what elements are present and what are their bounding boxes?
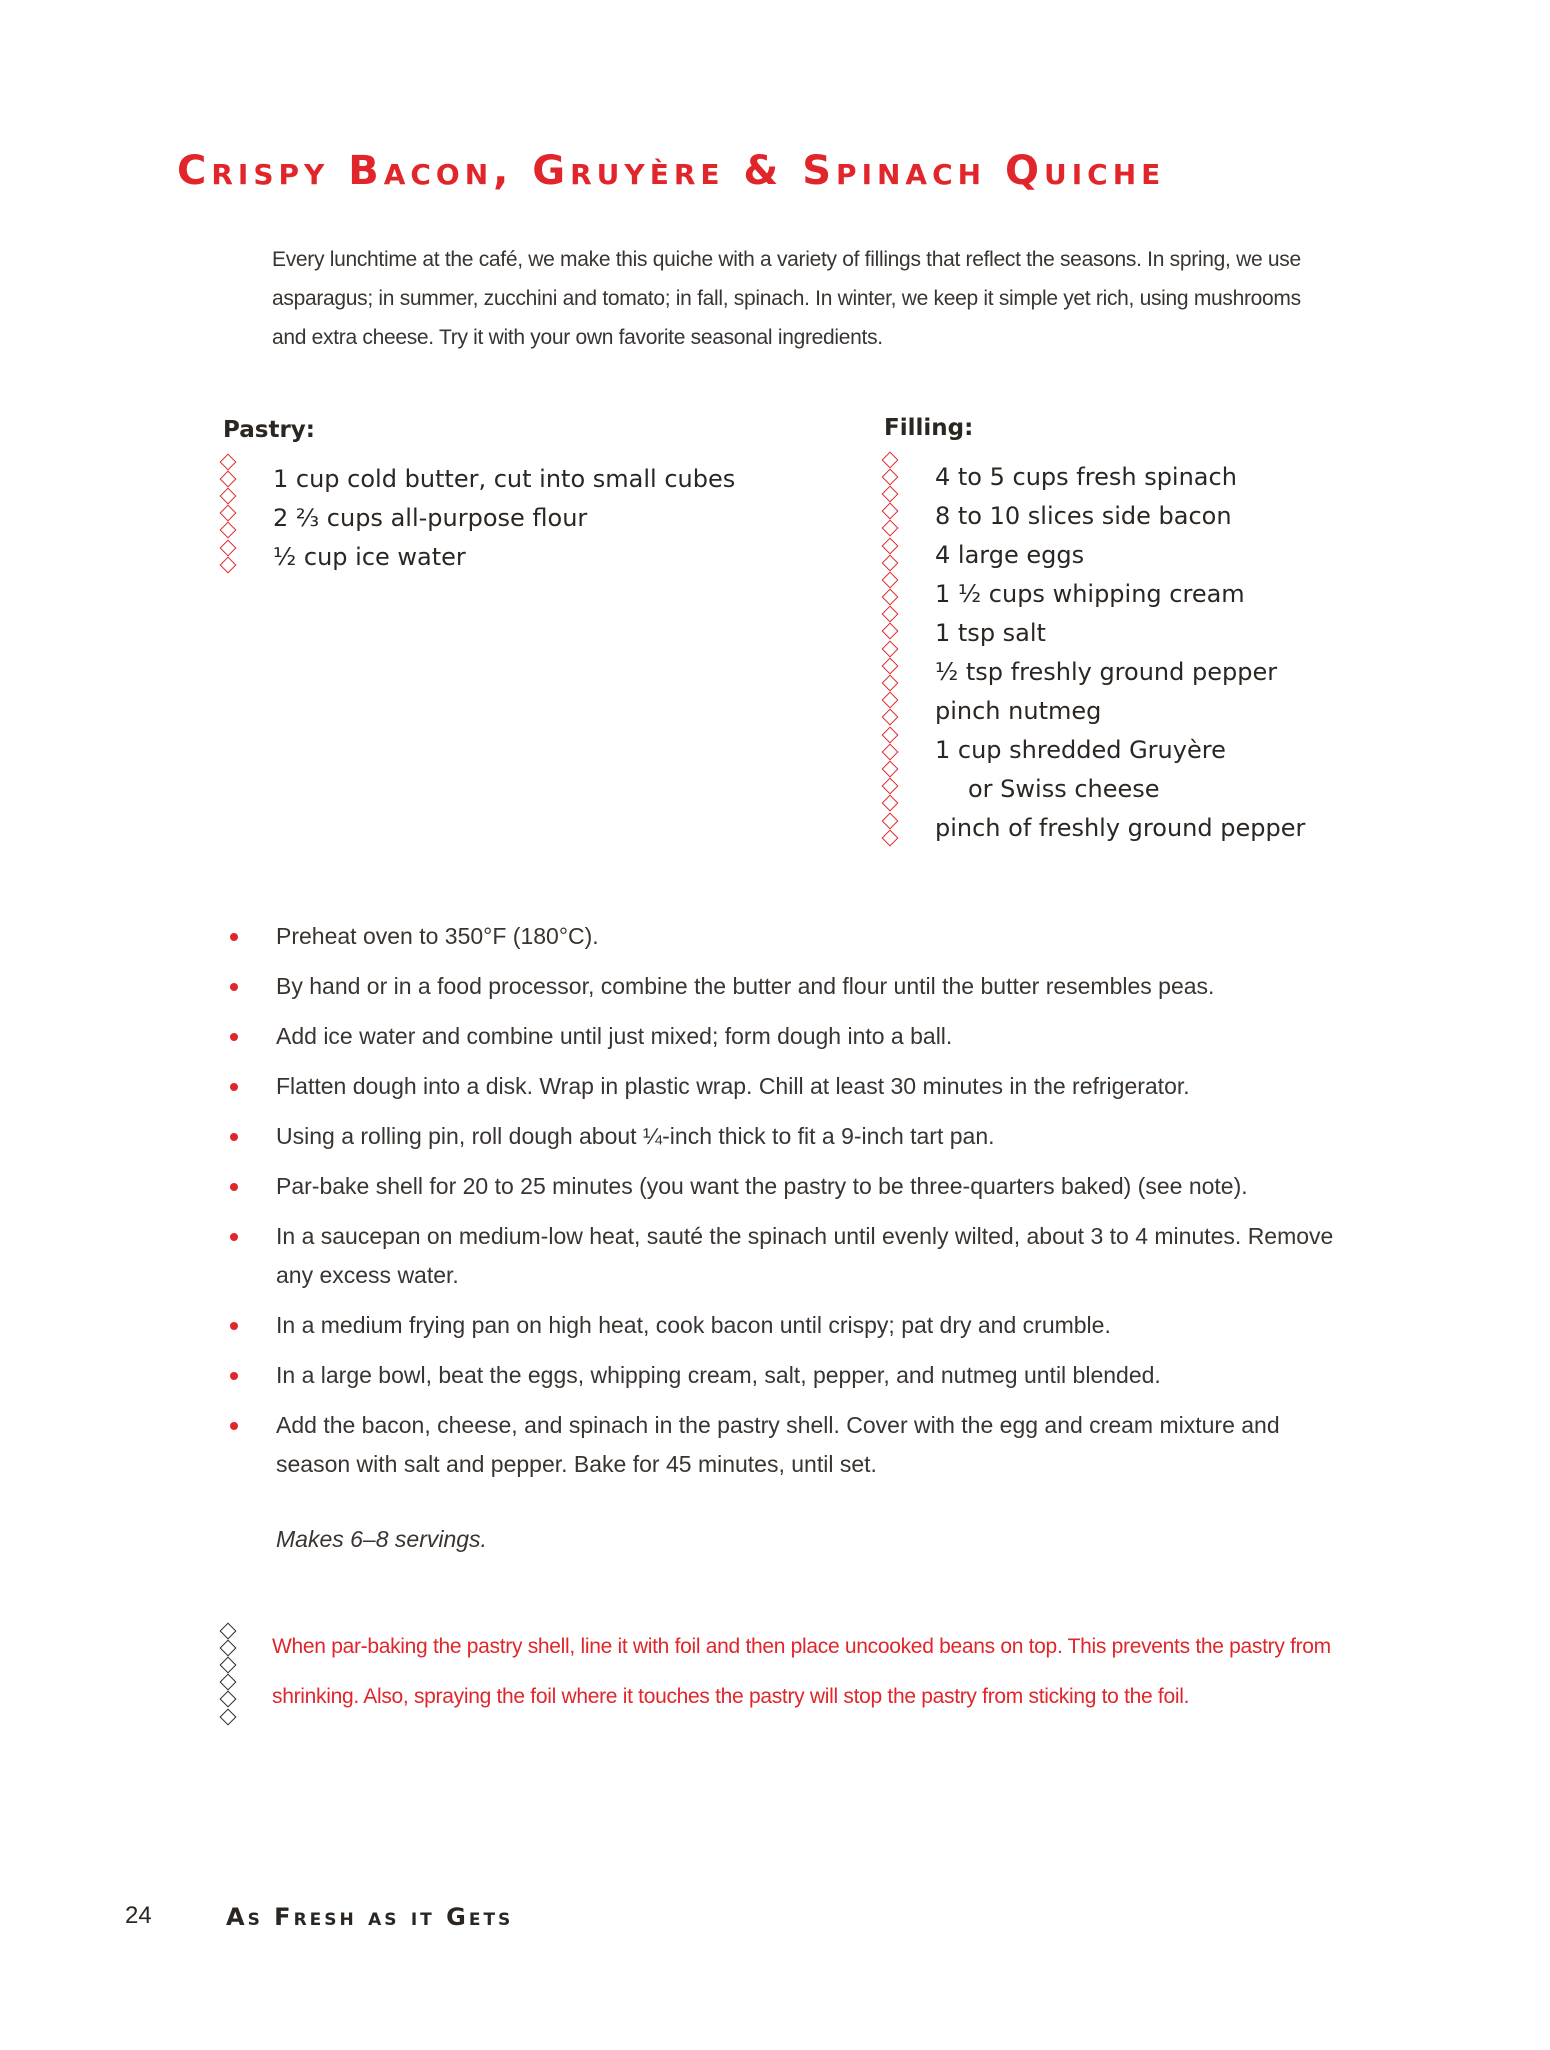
ingredient-item: pinch nutmeg xyxy=(935,697,1102,725)
filling-diamond-ornament xyxy=(884,451,896,846)
method-step: In a saucepan on medium-low heat, sauté the spinach until evenly wilted, about 3 to 4 minutes. Remove any excess water. xyxy=(222,1217,1352,1295)
bullet-icon xyxy=(230,1033,238,1041)
ingredient-item: 1 cup cold butter, cut into small cubes xyxy=(273,465,736,493)
method-step: Add the bacon, cheese, and spinach in the pastry shell. Cover with the egg and cream mixture and season with salt and pepper. Bake for 45 minutes, until set. xyxy=(222,1406,1352,1484)
page-number: 24 xyxy=(125,1902,152,1929)
method-step: Add ice water and combine until just mixed; form dough into a ball. xyxy=(222,1017,1352,1056)
recipe-note: When par-baking the pastry shell, line it with foil and then place uncooked beans on top. This prevents the pastry from shrinking. Also, spraying the foil where it touches the pastry will stop the pastry from sticking to the foil. xyxy=(272,1635,1331,1708)
pastry-heading: Pastry: xyxy=(223,417,315,443)
method-step: In a medium frying pan on high heat, cook bacon until crispy; pat dry and crumble. xyxy=(222,1306,1352,1345)
running-head: As Fresh as it Gets xyxy=(226,1903,514,1931)
bullet-icon xyxy=(230,1233,238,1241)
method-step: Flatten dough into a disk. Wrap in plastic wrap. Chill at least 30 minutes in the refrigerator. xyxy=(222,1067,1352,1106)
filling-ingredient-list xyxy=(935,458,1305,848)
ingredient-item: 2 ⅔ cups all-purpose flour xyxy=(273,504,588,532)
ingredient-item: 4 to 5 cups fresh spinach xyxy=(935,463,1237,491)
recipe-intro: Every lunchtime at the café, we make this quiche with a variety of fillings that reflect the seasons. In spring, we use asparagus; in summer, zucchini and tomato; in fall, spinach. In winter, we keep it simple yet rich, using mushrooms and extra cheese. Try it with your own favorite seasonal ingredients. xyxy=(272,248,1301,349)
recipe-title: Crispy Bacon, Gruyère & Spinach Quiche xyxy=(177,148,1166,194)
method-step: In a large bowl, beat the eggs, whipping cream, salt, pepper, and nutmeg until blended. xyxy=(222,1356,1352,1395)
bullet-icon xyxy=(230,1183,238,1191)
bullet-icon xyxy=(230,1422,238,1430)
recipe-yield: Makes 6–8 servings. xyxy=(276,1526,487,1552)
ingredient-item: or Swiss cheese xyxy=(968,775,1160,803)
note-diamond-ornament xyxy=(222,1622,234,1725)
method-step: Using a rolling pin, roll dough about ¼-inch thick to fit a 9-inch tart pan. xyxy=(222,1117,1352,1156)
ingredient-item: pinch of freshly ground pepper xyxy=(935,814,1306,842)
ingredient-item: ½ tsp freshly ground pepper xyxy=(935,658,1278,686)
method-step: Preheat oven to 350°F (180°C). xyxy=(222,917,1352,956)
ingredient-item: 1 cup shredded Gruyère xyxy=(935,736,1226,764)
method-step: Par-bake shell for 20 to 25 minutes (you want the pastry to be three-quarters baked) (see note). xyxy=(222,1167,1352,1206)
ingredient-item: ½ cup ice water xyxy=(273,543,466,571)
filling-heading: Filling: xyxy=(884,415,974,441)
bullet-icon xyxy=(230,933,238,941)
ingredient-item: 8 to 10 slices side bacon xyxy=(935,502,1232,530)
pastry-diamond-ornament xyxy=(222,453,234,573)
ingredient-item: 1 ½ cups whipping cream xyxy=(935,580,1245,608)
bullet-icon xyxy=(230,983,238,991)
bullet-icon xyxy=(230,1372,238,1380)
bullet-icon xyxy=(230,1322,238,1330)
bullet-icon xyxy=(230,1133,238,1141)
pastry-ingredient-list xyxy=(273,460,735,577)
ingredient-item: 4 large eggs xyxy=(935,541,1085,569)
bullet-icon xyxy=(230,1083,238,1091)
method-step: By hand or in a food processor, combine the butter and flour until the butter resembles peas. xyxy=(222,967,1352,1006)
method-steps xyxy=(222,917,1352,1495)
ingredient-item: 1 tsp salt xyxy=(935,619,1046,647)
